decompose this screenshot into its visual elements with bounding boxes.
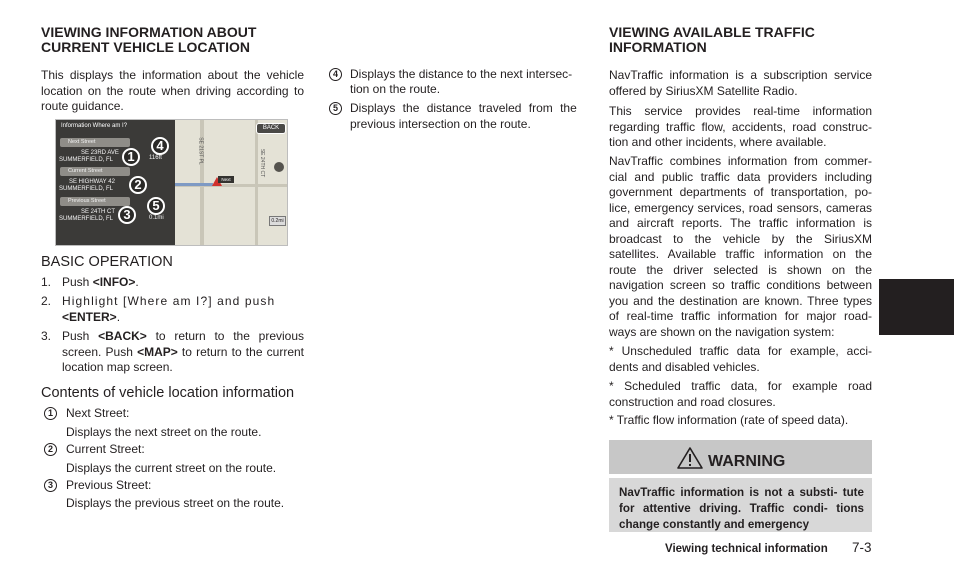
callout-1: 1 xyxy=(122,148,140,166)
circled-number: 5 xyxy=(329,102,342,115)
key-label: <ENTER> xyxy=(62,309,117,324)
callout-4: 4 xyxy=(151,137,169,155)
step-number: 3. xyxy=(41,329,52,343)
current-street-name xyxy=(59,179,169,193)
page-number: 7-3 xyxy=(852,540,872,555)
step-text xyxy=(62,329,304,376)
contents-title: Contents of vehicle location information xyxy=(41,385,295,401)
item-desc: Displays the distance traveled from the xyxy=(350,101,577,115)
traffic-paragraph-1: NavTraffic information is a subscription service offered by SiriusXM Satellite Radio. xyxy=(609,68,872,98)
circled-number: 1 xyxy=(44,407,57,420)
step-number: 1. xyxy=(41,275,52,289)
chapter-tab xyxy=(879,279,954,335)
step-text-part: . xyxy=(116,309,122,324)
item-desc: tion on the route. xyxy=(350,82,441,96)
callout-3: 3 xyxy=(118,206,136,224)
step-text-part: Push xyxy=(62,329,99,343)
map-street-label: SE 24TH CT xyxy=(259,148,266,178)
back-button: BACK xyxy=(256,123,286,134)
item-desc: previous intersection on the route. xyxy=(350,117,531,131)
route-line xyxy=(175,183,213,186)
step-item xyxy=(41,294,304,326)
warning-text: NavTraffic information is not a substi- tute for attentive driving. Traffic condi- tions change constantly and emergency xyxy=(609,478,872,532)
where-am-i-screenshot xyxy=(55,119,288,246)
item-desc: Displays the previous street on the route. xyxy=(66,496,285,510)
key-label: <BACK> xyxy=(98,329,147,343)
circled-number: 2 xyxy=(44,443,57,456)
street-line: SUMMERFIELD, FL xyxy=(59,157,114,163)
item-title: Current Street: xyxy=(66,442,145,456)
info-panel xyxy=(56,120,175,246)
next-sign: Next xyxy=(218,176,234,183)
section-heading-traffic xyxy=(609,25,879,55)
previous-street-header: Previous Street xyxy=(60,197,130,206)
section-heading-vehicle-location xyxy=(41,25,311,55)
heading-line: CURRENT VEHICLE LOCATION xyxy=(41,39,250,55)
circled-number: 4 xyxy=(329,68,342,81)
map-street-label: SE 21ST PL xyxy=(197,137,204,165)
street-line: SUMMERFIELD, FL xyxy=(59,216,114,222)
step-text-part: to return to the current location map screen. xyxy=(62,344,305,374)
intro-paragraph: This displays the information about the vehicle location on the route when driving according to route guidance. xyxy=(41,68,304,113)
street-line: SE HIGHWAY 42 xyxy=(69,179,115,185)
key-label: <MAP> xyxy=(137,344,178,359)
heading-line: VIEWING AVAILABLE TRAFFIC xyxy=(609,24,815,40)
key-label: <INFO> xyxy=(92,275,136,289)
step-text-part: Highlight [Where am I?] and push xyxy=(62,294,276,308)
zoom-scale: 0.2mi xyxy=(269,216,286,226)
next-distance: 116ft xyxy=(149,155,162,161)
callout-2: 2 xyxy=(129,176,147,194)
previous-distance: 0.1mi xyxy=(149,215,164,221)
basic-operation-title: BASIC OPERATION xyxy=(41,254,173,270)
current-street-header: Current Street xyxy=(60,167,130,176)
heading-line: VIEWING INFORMATION ABOUT xyxy=(41,24,257,40)
road xyxy=(255,120,258,246)
traffic-paragraph-2: This service provides real-time information regarding traffic flow, accidents, road construc- tion and other incidents, where available. xyxy=(609,104,872,149)
footer-section-title: Viewing technical information xyxy=(665,543,828,555)
street-line: SE 24TH CT xyxy=(81,209,116,215)
street-line: SUMMERFIELD, FL xyxy=(59,186,114,192)
street-line: SE 23RD AVE xyxy=(81,150,119,156)
traffic-bullet-3: * Traffic flow information (rate of speed data). xyxy=(609,413,849,427)
panel-title: Information Where am I? xyxy=(61,123,128,129)
item-desc: Displays the distance to the next intersec- xyxy=(350,67,573,81)
item-desc: Displays the next street on the route. xyxy=(66,425,262,439)
item-desc: Displays the current street on the route. xyxy=(66,461,277,475)
warning-title: WARNING xyxy=(708,453,786,470)
warning-triangle-icon xyxy=(676,446,704,470)
step-number: 2. xyxy=(41,294,52,308)
traffic-paragraph-3: NavTraffic combines information from commer- cial and public traffic data providers including government departments of transportation, po- lice, emergency services, road sensors, cameras and aircraft reports. The traffic information is broadcast to the vehicle by the SiriusXM satellites. Available traffic information on the route the driver selected is shown on the navigation screen so traffic conditions between you and the destination are known. Three types of real-time traffic information for major road- ways are shown on the navigation system: xyxy=(609,154,872,339)
step-text xyxy=(62,294,304,325)
item-title: Previous Street: xyxy=(66,478,152,492)
heading-line: INFORMATION xyxy=(609,39,707,55)
traffic-bullet-2: * Scheduled traffic data, for example road construction and road closures. xyxy=(609,379,872,409)
step-text-part: . xyxy=(135,275,139,289)
circled-number: 3 xyxy=(44,479,57,492)
traffic-bullet-1: * Unscheduled traffic data for example, acci- dents and disabled vehicles. xyxy=(609,344,872,374)
step-text-part: Push xyxy=(62,275,93,289)
step-item xyxy=(41,275,304,291)
next-street-header: Next Street xyxy=(60,138,130,147)
step-text xyxy=(62,275,304,291)
compass-icon xyxy=(274,162,284,172)
item-title: Next Street: xyxy=(66,406,130,420)
step-text-part: to return to the previous screen. Push xyxy=(62,329,305,359)
map-area xyxy=(175,120,288,246)
step-item xyxy=(41,329,304,377)
callout-5: 5 xyxy=(147,197,165,215)
